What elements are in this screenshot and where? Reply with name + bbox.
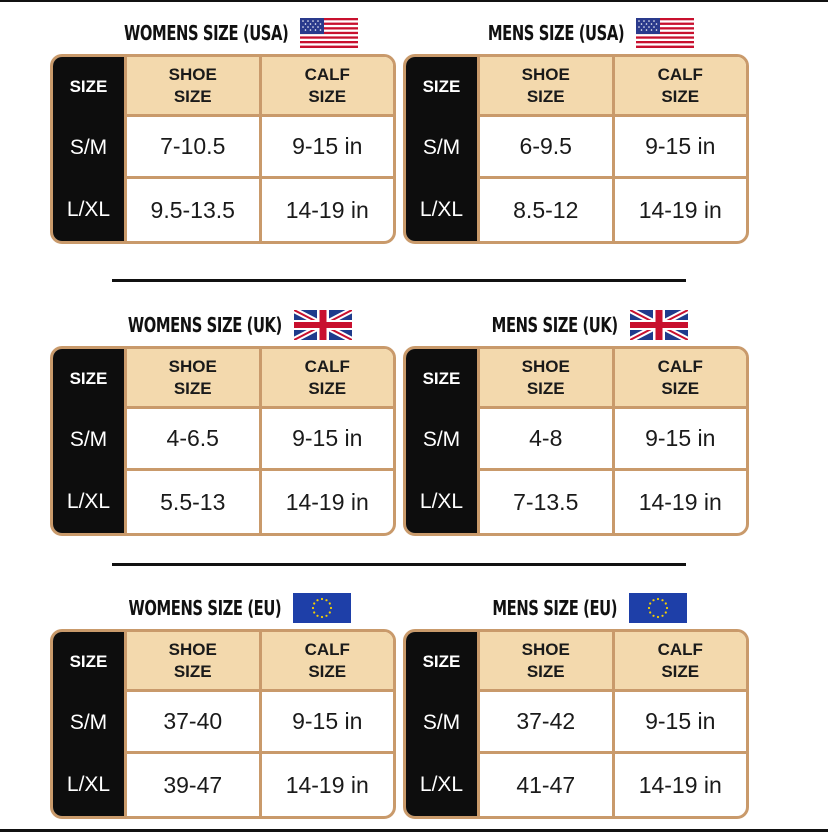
eu-flag-icon <box>293 593 351 623</box>
usa-flag-icon <box>300 18 358 48</box>
mens-size-eu-chart <box>403 591 749 819</box>
size-label-sm: S/M <box>53 409 124 471</box>
chart-heading <box>50 16 396 50</box>
calf-size-value: 9-15 in <box>612 409 747 471</box>
size-header: SIZE <box>406 632 477 692</box>
size-label-lxl: L/XL <box>406 754 477 816</box>
calf-size-value: 9-15 in <box>259 117 394 179</box>
chart-title: MENS SIZE (UK) <box>491 313 618 337</box>
calf-size-header: CALF SIZE <box>259 349 394 409</box>
calf-size-value: 9-15 in <box>259 692 394 754</box>
bottom-border <box>0 829 828 832</box>
calf-size-value: 14-19 in <box>612 471 747 533</box>
shoe-size-header: SHOE SIZE <box>124 57 259 117</box>
size-header: SIZE <box>406 57 477 117</box>
shoe-size-value: 39-47 <box>124 754 259 816</box>
calf-size-value: 9-15 in <box>259 409 394 471</box>
shoe-size-value: 8.5-12 <box>477 179 612 241</box>
calf-size-header: CALF SIZE <box>612 349 747 409</box>
size-table <box>403 346 749 536</box>
shoe-size-value: 41-47 <box>477 754 612 816</box>
size-label-lxl: L/XL <box>53 754 124 816</box>
size-table <box>403 54 749 244</box>
section-divider <box>112 563 686 566</box>
calf-size-value: 9-15 in <box>612 117 747 179</box>
usa-flag-icon <box>636 18 694 48</box>
size-header: SIZE <box>53 349 124 409</box>
chart-title: WOMENS SIZE (UK) <box>127 313 282 337</box>
shoe-size-value: 9.5-13.5 <box>124 179 259 241</box>
shoe-size-value: 7-13.5 <box>477 471 612 533</box>
size-label-lxl: L/XL <box>406 471 477 533</box>
chart-heading <box>403 308 749 342</box>
shoe-size-value: 6-9.5 <box>477 117 612 179</box>
chart-heading <box>403 591 749 625</box>
shoe-size-value: 4-6.5 <box>124 409 259 471</box>
size-header: SIZE <box>406 349 477 409</box>
shoe-size-header: SHOE SIZE <box>477 632 612 692</box>
size-label-lxl: L/XL <box>53 179 124 241</box>
shoe-size-header: SHOE SIZE <box>124 632 259 692</box>
chart-title: MENS SIZE (EU) <box>492 596 618 620</box>
shoe-size-value: 37-40 <box>124 692 259 754</box>
calf-size-header: CALF SIZE <box>612 57 747 117</box>
chart-title: WOMENS SIZE (EU) <box>128 596 282 620</box>
calf-size-value: 14-19 in <box>259 754 394 816</box>
size-label-sm: S/M <box>53 692 124 754</box>
chart-title: MENS SIZE (USA) <box>487 21 625 45</box>
shoe-size-header: SHOE SIZE <box>477 57 612 117</box>
womens-size-eu-chart <box>50 591 396 819</box>
calf-size-value: 14-19 in <box>612 754 747 816</box>
calf-size-header: CALF SIZE <box>259 632 394 692</box>
size-header: SIZE <box>53 632 124 692</box>
size-label-sm: S/M <box>53 117 124 179</box>
calf-size-value: 14-19 in <box>259 471 394 533</box>
calf-size-value: 14-19 in <box>612 179 747 241</box>
calf-size-value: 14-19 in <box>259 179 394 241</box>
womens-size-uk-chart <box>50 308 396 536</box>
chart-title: WOMENS SIZE (USA) <box>123 21 289 45</box>
size-table <box>50 629 396 819</box>
uk-flag-icon <box>294 310 352 340</box>
section-divider <box>112 279 686 282</box>
chart-heading <box>403 16 749 50</box>
shoe-size-header: SHOE SIZE <box>477 349 612 409</box>
calf-size-header: CALF SIZE <box>612 632 747 692</box>
size-table <box>50 346 396 536</box>
calf-size-value: 9-15 in <box>612 692 747 754</box>
uk-flag-icon <box>630 310 688 340</box>
calf-size-header: CALF SIZE <box>259 57 394 117</box>
size-label-lxl: L/XL <box>53 471 124 533</box>
mens-size-usa-chart <box>403 16 749 244</box>
size-table <box>50 54 396 244</box>
size-table <box>403 629 749 819</box>
mens-size-uk-chart <box>403 308 749 536</box>
top-border <box>0 0 828 2</box>
size-label-sm: S/M <box>406 409 477 471</box>
shoe-size-value: 7-10.5 <box>124 117 259 179</box>
eu-flag-icon <box>629 593 687 623</box>
chart-heading <box>50 591 396 625</box>
shoe-size-value: 4-8 <box>477 409 612 471</box>
chart-heading <box>50 308 396 342</box>
size-label-sm: S/M <box>406 692 477 754</box>
shoe-size-value: 5.5-13 <box>124 471 259 533</box>
size-label-sm: S/M <box>406 117 477 179</box>
size-label-lxl: L/XL <box>406 179 477 241</box>
shoe-size-header: SHOE SIZE <box>124 349 259 409</box>
shoe-size-value: 37-42 <box>477 692 612 754</box>
size-header: SIZE <box>53 57 124 117</box>
womens-size-usa-chart <box>50 16 396 244</box>
